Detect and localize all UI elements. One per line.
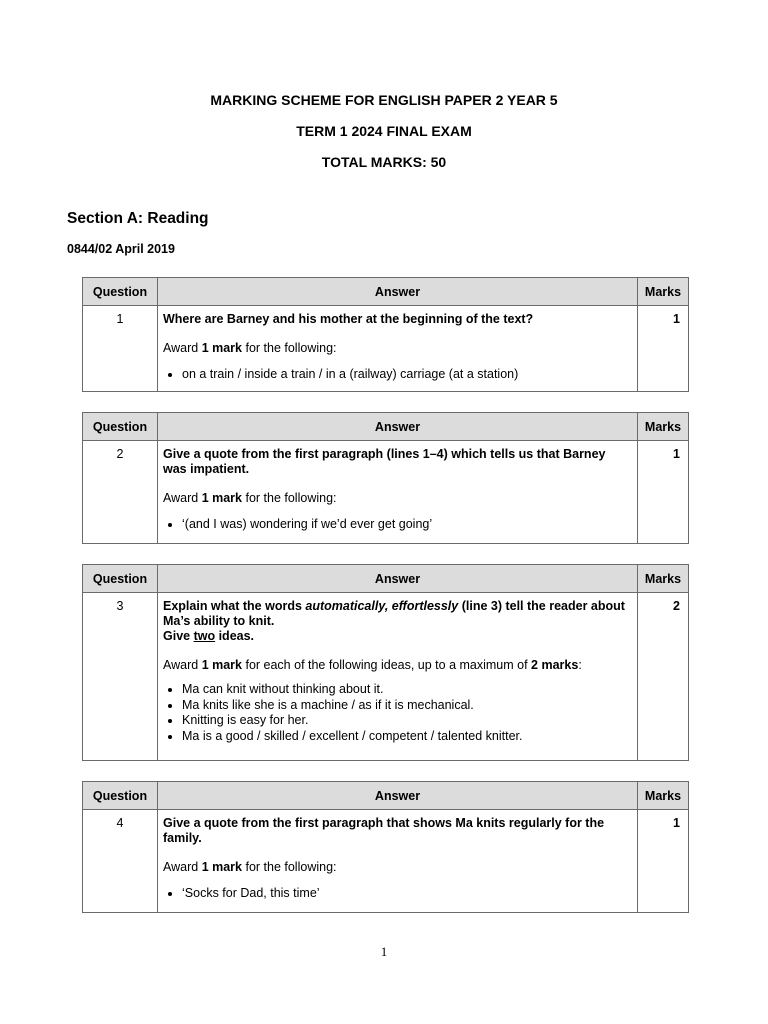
table-row (83, 441, 689, 544)
question-table-3 (82, 564, 689, 761)
marks-column-header: Marks (638, 413, 689, 441)
marks-value: 1 (638, 810, 689, 913)
award-instruction: Award 1 mark for each of the following ideas, up to a maximum of 2 marks: (163, 658, 582, 672)
marks-value: 1 (638, 306, 689, 392)
marks-column-header: Marks (638, 782, 689, 810)
question-table-4 (82, 781, 689, 913)
marks-value: 1 (638, 441, 689, 544)
table-header-row (83, 413, 689, 441)
table-header-row (83, 565, 689, 593)
list-item: • ‘(and I was) wondering if we’d ever get going’ (182, 517, 631, 533)
list-item: • on a train / inside a train / in a (railway) carriage (at a station) (182, 367, 631, 383)
paper-reference: 0844/02 April 2019 (67, 242, 175, 256)
answer-column-header: Answer (158, 782, 638, 810)
document-header (0, 93, 768, 186)
page-number: 1 (380, 944, 388, 959)
marks-column-header: Marks (638, 278, 689, 306)
list-item: • Ma can knit without thinking about it. (182, 682, 631, 698)
header-title: MARKING SCHEME FOR ENGLISH PAPER 2 YEAR 5 (210, 92, 558, 108)
table-row (83, 306, 689, 392)
question-number: 3 (83, 593, 158, 761)
section-heading: Section A: Reading (67, 210, 209, 227)
award-instruction: Award 1 mark for the following: (163, 341, 337, 355)
question-text: Give a quote from the first paragraph that shows Ma knits regularly for the family. (163, 816, 605, 845)
answer-cell (158, 810, 638, 913)
list-item: • Knitting is easy for her. (182, 713, 631, 729)
table-row (83, 810, 689, 913)
table-row (83, 593, 689, 761)
question-table-1 (82, 277, 689, 392)
list-item: • Ma is a good / skilled / excellent / competent / talented knitter. (182, 729, 631, 745)
question-column-header: Question (83, 782, 158, 810)
answer-column-header: Answer (158, 413, 638, 441)
question-table-2 (82, 412, 689, 544)
question-column-header: Question (83, 278, 158, 306)
answer-points (163, 367, 631, 383)
award-instruction: Award 1 mark for the following: (163, 860, 337, 874)
table-header-row (83, 782, 689, 810)
question-text: Explain what the words automatically, effortlessly (line 3) tell the reader about Ma’s ability to knit. Give two ideas. (163, 599, 625, 643)
question-column-header: Question (83, 565, 158, 593)
marks-value: 2 (638, 593, 689, 761)
marks-column-header: Marks (638, 565, 689, 593)
table-header-row (83, 278, 689, 306)
answer-column-header: Answer (158, 278, 638, 306)
question-number: 2 (83, 441, 158, 544)
header-subtitle: TERM 1 2024 FINAL EXAM (296, 123, 472, 139)
question-text: Where are Barney and his mother at the beginning of the text? (163, 312, 534, 326)
answer-cell (158, 441, 638, 544)
answer-cell (158, 306, 638, 392)
answer-points (163, 886, 631, 902)
question-number: 1 (83, 306, 158, 392)
answer-column-header: Answer (158, 565, 638, 593)
header-total-marks: TOTAL MARKS: 50 (321, 154, 447, 170)
answer-cell (158, 593, 638, 761)
award-instruction: Award 1 mark for the following: (163, 491, 337, 505)
question-number: 4 (83, 810, 158, 913)
list-item: • Ma knits like she is a machine / as if it is mechanical. (182, 698, 631, 714)
question-text: Give a quote from the first paragraph (lines 1–4) which tells us that Barney was impatient. (163, 447, 606, 476)
list-item: • ‘Socks for Dad, this time’ (182, 886, 631, 902)
answer-points (163, 682, 631, 744)
question-column-header: Question (83, 413, 158, 441)
answer-points (163, 517, 631, 533)
